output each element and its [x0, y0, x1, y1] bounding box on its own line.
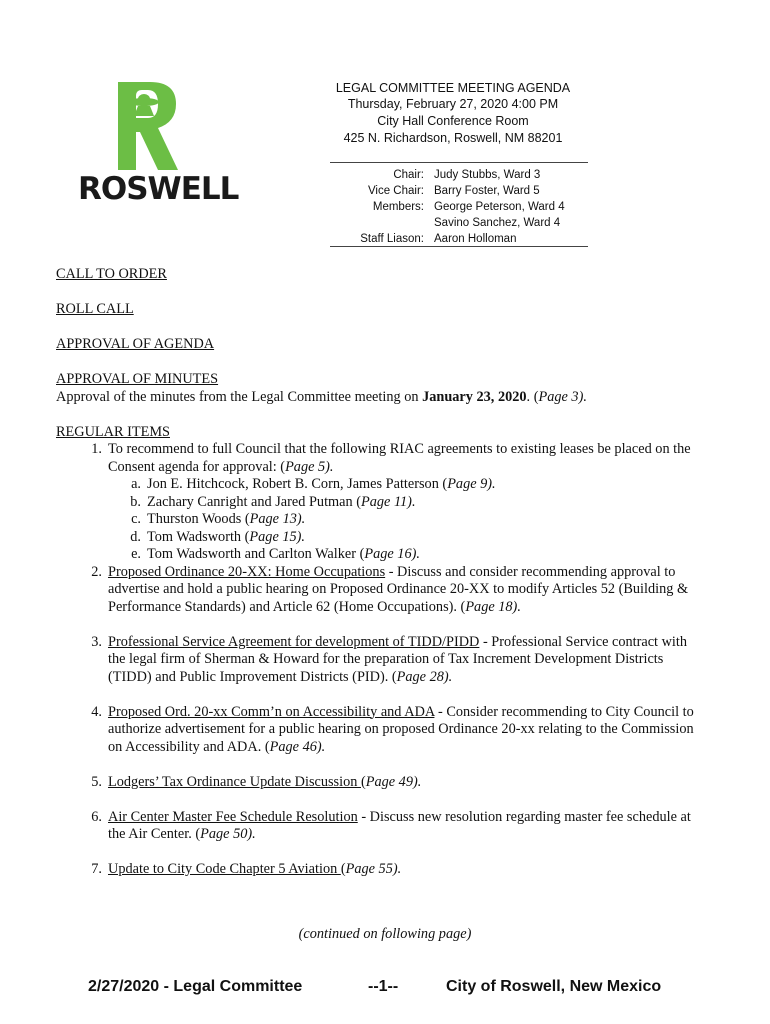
committee-members	[330, 167, 588, 247]
item-text	[108, 704, 706, 757]
meeting-address: 425 N. Richardson, Roswell, NM 88201	[343, 131, 563, 145]
sub-item-page-ref: Page 16).	[364, 546, 420, 562]
logo-wordmark: ROSWELL	[78, 171, 239, 207]
sub-item-text	[147, 476, 706, 494]
list-item	[56, 494, 706, 512]
member-row	[330, 167, 588, 183]
list-item	[56, 441, 706, 476]
header-divider-bottom	[330, 246, 588, 247]
item-number: 4.	[91, 703, 102, 720]
item-page-ref: Page 18).	[465, 598, 521, 615]
minutes-text: Approval of the minutes from the Legal Committee meeting on	[56, 388, 423, 405]
item-number: 7.	[91, 861, 102, 877]
item-description: (	[340, 861, 346, 877]
member-name: Savino Sanchez, Ward 4	[434, 217, 561, 229]
item-title: Update to City Code Chapter 5 Aviation	[108, 861, 341, 877]
sub-item-letter: b.	[130, 493, 141, 510]
member-row	[330, 231, 588, 247]
item-text	[108, 809, 706, 844]
item-title: Proposed Ordinance 20-XX: Home Occupations	[108, 563, 386, 580]
member-role: Members:	[372, 201, 424, 213]
sub-item-page-ref: Page 11).	[361, 493, 416, 510]
sub-item-description: Tom Wadsworth and Carlton Walker (	[147, 546, 365, 562]
member-row	[330, 215, 588, 231]
sub-item-description: Zachary Canright and Jared Putman (	[147, 493, 361, 510]
roll-call-heading: ROLL CALL	[56, 301, 134, 317]
item-page-ref: Page 49).	[365, 773, 422, 790]
member-row	[330, 199, 588, 215]
item-number: 1.	[91, 441, 102, 457]
item-description: - Discuss and consider recommending approval to advertise and hold a public hearing on Proposed Ordinance 20-XX to modify Articles 52 (Building & Performance Standards) and Article 62 (Home Occupations). (	[108, 563, 689, 615]
item-description: - Discuss new resolution regarding master fee schedule at the Air Center. (	[108, 808, 691, 842]
item-page-ref: Page 55).	[345, 861, 402, 877]
list-item	[56, 809, 706, 844]
sub-item-description: Thurston Woods (	[147, 511, 250, 527]
item-text	[108, 634, 706, 687]
list-item	[56, 529, 706, 547]
sub-item-text	[147, 546, 706, 564]
item-description: To recommend to full Council that the following RIAC agreements to existing leases be placed on the Consent agenda for approval: (	[108, 441, 691, 475]
member-role: Staff Liason:	[360, 233, 424, 245]
member-name: Aaron Holloman	[434, 233, 517, 245]
spacer	[56, 844, 706, 862]
list-item	[56, 546, 706, 564]
item-text	[108, 441, 706, 476]
call-to-order-heading: CALL TO ORDER	[56, 266, 167, 282]
member-name: Judy Stubbs, Ward 3	[434, 169, 541, 181]
sub-item-description: Jon E. Hitchcock, Robert B. Corn, James Patterson (	[147, 476, 448, 492]
regular-items-heading: REGULAR ITEMS	[56, 423, 170, 440]
sub-item-letter: d.	[130, 528, 141, 545]
agenda-title: LEGAL COMMITTEE MEETING AGENDA	[335, 81, 571, 95]
spacer	[56, 791, 706, 809]
sub-item-page-ref: Page 13).	[249, 511, 306, 527]
spacer	[56, 686, 706, 704]
member-role: Chair:	[393, 169, 424, 181]
spacer	[56, 616, 706, 634]
sub-item-letter: c.	[131, 511, 141, 527]
list-item	[56, 476, 706, 494]
sub-item-page-ref: Page 15).	[249, 528, 306, 545]
roswell-logo	[78, 82, 239, 212]
item-description: - Consider recommending to City Council to authorize advertisement for a public hearing on proposed Ordinance 20-xx relating to the Commission on Accessibility and ADA. (	[108, 703, 694, 755]
header-divider-top	[330, 162, 588, 163]
approval-minutes-heading: APPROVAL OF MINUTES	[56, 371, 219, 387]
member-name: Barry Foster, Ward 5	[434, 185, 540, 197]
item-title: Proposed Ord. 20-xx Comm’n on Accessibility and ADA	[108, 703, 435, 720]
agenda-body	[56, 266, 706, 879]
member-role	[330, 215, 430, 231]
item-title: Air Center Master Fee Schedule Resolution	[108, 808, 358, 825]
list-item	[56, 634, 706, 687]
item-text	[108, 861, 706, 879]
sub-item-text	[147, 511, 706, 529]
minutes-text-sep: . (	[526, 388, 539, 405]
item-description: - Professional Service contract with the legal firm of Sherman & Howard for the preparation of Tax Increment Development Districts (TIDD) and Public Improvement Districts (PID). (	[108, 633, 688, 685]
sub-item-text	[147, 529, 706, 547]
sub-item-text	[147, 494, 706, 512]
list-item	[56, 774, 706, 792]
list-item	[56, 861, 706, 879]
meeting-datetime: Thursday, February 27, 2020 4:00 PM	[347, 97, 559, 111]
sub-items-list	[56, 476, 706, 564]
meeting-room: City Hall Conference Room	[377, 114, 529, 128]
item-title: Professional Service Agreement for development of TIDD/PIDD	[108, 633, 480, 650]
approval-minutes-text	[56, 389, 706, 407]
list-item	[56, 511, 706, 529]
item-page-ref: Page 46).	[269, 738, 326, 755]
item-page-ref: Page 50).	[200, 826, 256, 842]
sub-item-letter: e.	[131, 546, 141, 562]
alien-r-icon	[78, 82, 216, 174]
spacer	[56, 756, 706, 774]
minutes-page-ref: Page 3).	[538, 388, 587, 405]
approval-agenda-heading: APPROVAL OF AGENDA	[56, 336, 215, 352]
item-title: Lodgers’ Tax Ordinance Update Discussion	[108, 773, 361, 790]
member-role: Vice Chair:	[367, 185, 424, 197]
sub-item-description: Tom Wadsworth (	[147, 528, 250, 545]
footer-left: 2/27/2020 - Legal Committee	[88, 978, 303, 995]
item-number: 6.	[91, 808, 102, 825]
footer-right: City of Roswell, New Mexico	[446, 978, 662, 995]
item-page-ref: Page 5).	[285, 458, 334, 475]
sub-item-letter: a.	[131, 476, 141, 492]
item-text	[108, 564, 706, 617]
continued-note: (continued on following page)	[298, 926, 472, 942]
item-number: 5.	[91, 773, 102, 790]
item-description: (	[360, 773, 366, 790]
list-item	[56, 564, 706, 617]
minutes-date: January 23, 2020	[422, 388, 527, 405]
list-item	[56, 704, 706, 757]
sub-item-page-ref: Page 9).	[447, 476, 496, 492]
footer-page-number: --1--	[368, 978, 399, 995]
item-page-ref: Page 28).	[396, 668, 453, 685]
item-number: 2.	[91, 563, 102, 580]
item-text	[108, 774, 706, 792]
item-number: 3.	[91, 633, 102, 650]
member-row	[330, 183, 588, 199]
member-name: George Peterson, Ward 4	[434, 201, 565, 213]
regular-items-list	[56, 441, 706, 879]
